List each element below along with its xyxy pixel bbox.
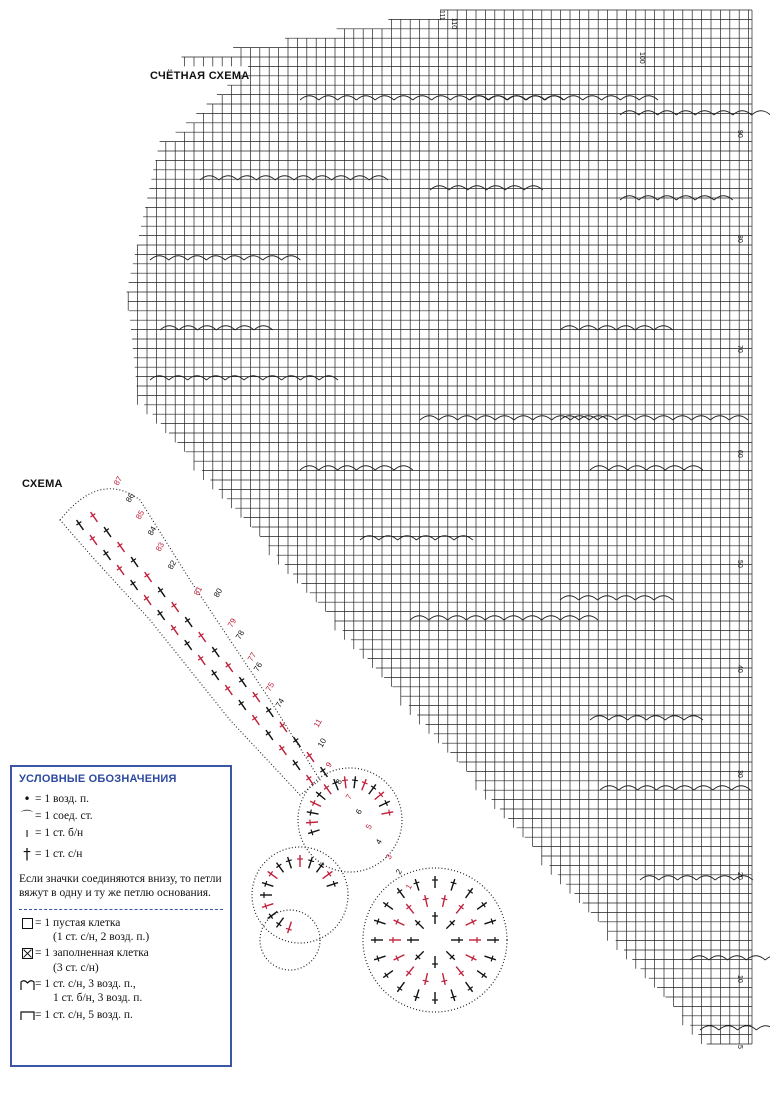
stitch-mark [261, 880, 274, 889]
legend-item-sc [19, 826, 223, 841]
scheme-row-label: 84 [145, 524, 159, 537]
stitch-mark [102, 525, 114, 538]
stitch-mark [451, 937, 463, 943]
legend-title: УСЛОВНЫЕ ОБОЗНАЧЕНИЯ [19, 773, 177, 785]
stitch-mark [291, 735, 303, 748]
scheme-row-label: 11 [311, 717, 324, 729]
legend-item-text: = 1 ст. с/н [35, 847, 83, 860]
stitch-mark [412, 989, 421, 1002]
scheme-row-label: 85 [133, 508, 147, 521]
legend-item-text: = 1 возд. п. [35, 792, 90, 805]
scheme-row-label: 5 [363, 822, 374, 831]
stitch-mark [326, 880, 339, 889]
stitch-mark [182, 638, 194, 651]
stitch-mark [475, 968, 488, 980]
scheme-row-label: 74 [273, 696, 287, 709]
legend-cell-line: = 1 ст. с/н, 5 возд. п. [35, 1008, 133, 1021]
scheme-row-label: 7 [343, 792, 354, 801]
stitch-mark [291, 758, 303, 771]
stitch-mark [487, 937, 499, 943]
stitch-mark [322, 783, 334, 796]
empty-cell-icon [19, 916, 35, 931]
stitch-mark [129, 555, 141, 568]
round-outline [363, 868, 507, 1012]
row-number-label: 90 [736, 130, 743, 138]
arch-cell-icon [19, 977, 35, 992]
legend-cell-line: 1 ст. б/н, 3 возд. п. [53, 992, 143, 1005]
stitch-mark [266, 909, 279, 921]
arch-motif [300, 466, 413, 470]
stitch-mark [223, 683, 235, 696]
stitch-mark [309, 799, 322, 810]
stitch-mark [274, 861, 286, 874]
stitch-mark [454, 902, 466, 915]
legend-cell-empty [19, 916, 223, 945]
stitch-mark [306, 819, 318, 826]
stitch-mark [373, 917, 386, 926]
stitch-mark [413, 949, 426, 962]
stitch-mark [432, 992, 438, 1004]
row-number-label: 110 [450, 18, 457, 30]
stitch-mark [407, 937, 419, 943]
stitch-mark [142, 593, 154, 606]
stitch-mark [412, 878, 421, 891]
scheme-row-label: 10 [315, 736, 329, 749]
stitch-mark [314, 790, 327, 802]
arch-motif [560, 596, 673, 600]
scheme-row-label: 78 [233, 628, 247, 641]
stitch-mark [371, 937, 383, 943]
stitch-mark [422, 894, 431, 907]
scheme-row-label: 75 [263, 680, 277, 693]
filled-cell-icon [19, 946, 35, 961]
legend-cell-line: = 1 ст. с/н, 3 возд. п., [35, 978, 136, 990]
stitch-mark [464, 952, 477, 963]
count-chart-row-labels [438, 10, 743, 1049]
row-number-label: 70 [736, 345, 743, 353]
stitch-mark [74, 518, 86, 531]
stitch-mark [274, 916, 286, 929]
legend-item-text: = 1 ст. б/н [35, 826, 84, 839]
stitch-mark [261, 901, 274, 910]
legend-item-dc [19, 844, 223, 863]
scheme-row-label: 79 [225, 616, 239, 629]
stitch-mark [389, 937, 401, 943]
stitch-mark [88, 533, 100, 546]
legend-cell-line: = 1 пустая клетка [35, 916, 121, 929]
stitch-mark [444, 949, 457, 962]
stitch-mark [359, 778, 369, 791]
legend-cell-filled [19, 946, 223, 975]
stitch-mark [266, 869, 279, 881]
legend-cell-line: = 1 заполненная клетка [35, 947, 149, 960]
stitch-mark [454, 965, 466, 978]
stitch-mark [463, 886, 475, 899]
row-number-label: 5 [736, 1045, 743, 1049]
scheme-row-label: 6 [353, 807, 364, 816]
stitch-mark [432, 876, 438, 888]
stitch-mark [321, 869, 334, 881]
arch-motif [640, 876, 753, 880]
stitch-mark [306, 856, 315, 869]
legend-cell-arch [19, 977, 223, 1006]
legend-cell-bar [19, 1008, 223, 1023]
stitch-mark [305, 750, 317, 763]
stitch-mark [250, 690, 262, 703]
stitch-mark [155, 608, 167, 621]
scheme-row-label: 86 [123, 491, 137, 504]
stitch-mark [440, 894, 449, 907]
stitch-mark [484, 953, 497, 962]
row-number-label: 111 [438, 10, 445, 21]
stitch-mark [278, 720, 290, 733]
arch-motif [430, 186, 543, 190]
double-crochet-icon: † [23, 844, 31, 863]
row-number-label: 20 [736, 872, 743, 880]
stitch-mark [128, 578, 140, 591]
slip-stitch-icon: ⌒ [20, 808, 33, 823]
stitch-mark [307, 827, 320, 836]
stitch-mark [381, 968, 394, 980]
arch-motif [700, 1026, 770, 1030]
stitch-mark [404, 965, 416, 978]
stitch-mark [285, 921, 294, 934]
stitch-mark [277, 743, 289, 756]
arch-motif [470, 96, 658, 100]
stitch-mark [156, 585, 168, 598]
stitch-mark [169, 623, 181, 636]
scheme-row-label: 81 [191, 584, 205, 597]
stitch-mark [448, 989, 457, 1002]
stitch-mark [196, 630, 208, 643]
bar-cell-icon [19, 1008, 35, 1023]
stitch-mark [115, 563, 127, 576]
stitch-mark [440, 972, 449, 985]
row-number-label: 60 [736, 450, 743, 458]
row-number-label: 50 [736, 560, 743, 568]
stitch-mark [304, 773, 316, 786]
legend-cell-line: (1 ст. с/н, 2 возд. п.) [53, 930, 150, 943]
stitch-mark [432, 956, 438, 968]
stitch-mark [373, 953, 386, 962]
stitch-mark [378, 799, 391, 810]
stitch-mark [297, 855, 303, 867]
legend-item-slip [19, 809, 223, 824]
stitch-mark [404, 902, 416, 915]
chain-stitch-icon: • [23, 791, 31, 806]
stitch-mark [381, 809, 394, 817]
stitch-mark [260, 892, 272, 898]
stitch-mark [209, 668, 221, 681]
stitch-mark [169, 600, 181, 613]
legend-cell-line: (3 ст. с/н) [53, 961, 99, 974]
scheme-row-label: 82 [165, 558, 179, 571]
arch-motif [590, 716, 703, 720]
stitch-mark [392, 917, 405, 928]
stitch-mark [250, 713, 262, 726]
stitch-mark [115, 540, 127, 553]
stitch-mark [183, 615, 195, 628]
scheme-row-label: 76 [251, 660, 265, 673]
stitch-mark [314, 861, 326, 874]
scheme-row-label: 1 [403, 882, 414, 891]
stitch-mark [142, 570, 154, 583]
stitch-mark [236, 698, 248, 711]
row-number-label: 30 [736, 770, 743, 778]
legend-item-chain [19, 792, 223, 807]
stitch-mark [469, 937, 481, 943]
stitch-mark [444, 918, 457, 931]
stitch-mark [395, 886, 407, 899]
stitch-mark [285, 856, 294, 869]
scheme-row-label: 4 [373, 837, 384, 846]
arch-motif [620, 111, 770, 115]
stitch-mark [392, 952, 405, 963]
scheme-row-label: 3 [383, 852, 394, 861]
scheme-row-label: 8 [333, 777, 344, 786]
stitch-mark [395, 980, 407, 993]
stitch-mark [448, 878, 457, 891]
arch-motif [600, 786, 750, 790]
single-crochet-icon: ı [25, 825, 29, 840]
stitch-mark [475, 900, 488, 912]
scheme-row-label: 80 [211, 586, 225, 599]
stitch-mark [366, 783, 378, 796]
stitch-mark [484, 917, 497, 926]
scheme-heading: СХЕМА [22, 478, 63, 490]
row-number-label: 10 [736, 975, 743, 983]
arch-motif [150, 256, 300, 260]
stitch-mark [264, 728, 276, 741]
row-number-label: 80 [736, 235, 743, 243]
stitch-mark [237, 675, 249, 688]
legend-divider [19, 909, 223, 910]
count-chart-heading: СЧЁТНАЯ СХЕМА [150, 70, 250, 82]
legend-item-text: = 1 соед. ст. [35, 809, 93, 822]
stitch-mark [422, 972, 431, 985]
scheme-row-label: 83 [153, 540, 167, 553]
legend-note: Если значки соединяются внизу, то петли вяжут в одну и ту же петлю основания. [19, 872, 222, 900]
stitch-mark [88, 510, 100, 523]
scheme-row-label: 2 [393, 867, 404, 876]
stitch-mark [210, 645, 222, 658]
stitch-mark [306, 809, 319, 817]
scheme-row-label: 87 [111, 474, 125, 487]
stitch-mark [464, 917, 477, 928]
stitch-mark [381, 900, 394, 912]
stitch-mark [264, 705, 276, 718]
stitch-mark [413, 918, 426, 931]
stitch-mark [432, 912, 438, 924]
scheme-row-label: 9 [323, 760, 334, 769]
round-outline [260, 910, 320, 970]
stitch-mark [101, 548, 113, 561]
stitch-mark [373, 790, 386, 802]
stitch-mark [463, 980, 475, 993]
scheme-row-label: 77 [245, 650, 259, 663]
arch-motif [590, 466, 703, 470]
stitch-mark [223, 660, 235, 673]
stitch-mark [351, 776, 358, 789]
row-number-label: 40 [736, 665, 743, 673]
row-number-label: 100 [638, 52, 645, 64]
legend-box [10, 765, 232, 1067]
stitch-mark [196, 653, 208, 666]
